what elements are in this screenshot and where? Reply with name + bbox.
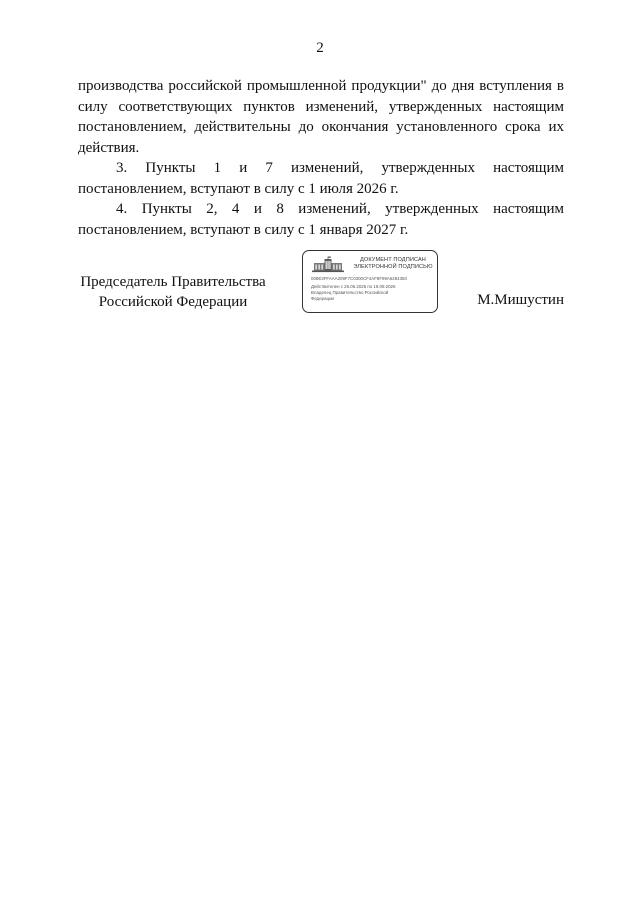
stamp-owner-line-2: Федерации — [311, 296, 334, 301]
page-number: 2 — [316, 40, 324, 56]
government-building-icon — [311, 256, 345, 273]
paragraph-item-3: 3. Пункты 1 и 7 изменений, утвержденных настоящим постановлением, вступают в силу с 1 июля 2026 г. — [78, 160, 564, 197]
signer-title — [78, 272, 268, 312]
paragraph-item-4: 4. Пункты 2, 4 и 8 изменений, утвержденных настоящим постановлением, вступают в силу с 1 января 2027 г. — [78, 201, 564, 238]
stamp-heading-line-1: ДОКУМЕНТ ПОДПИСАН — [360, 257, 426, 263]
stamp-heading-line-2: ЭЛЕКТРОННОЙ ПОДПИСЬЮ — [353, 263, 433, 270]
electronic-signature-stamp — [302, 250, 438, 313]
signer-title-line-2: Российской Федерации — [98, 294, 248, 310]
signer-title-line-1: Председатель Правительства — [80, 274, 266, 290]
stamp-certificate: 009E3FFAAA209F7C0300CF4AF8F99A6284350 — [311, 276, 407, 281]
paragraph-continuation: производства российской промышленной продукции" до дня вступления в силу соответствующих пунктов изменений, утвержденных настоящим постановлением, действительны до окончания установленного срока их действия. — [78, 78, 564, 156]
stamp-owner-line-1: Владелец Правительство Российской — [311, 290, 389, 295]
stamp-validity: Действителен с 26.06.2025 по 19.09.2026 — [311, 284, 396, 289]
stamp-heading — [351, 257, 435, 271]
signer-name: М.Мишустин — [477, 292, 564, 308]
document-body — [78, 76, 564, 240]
